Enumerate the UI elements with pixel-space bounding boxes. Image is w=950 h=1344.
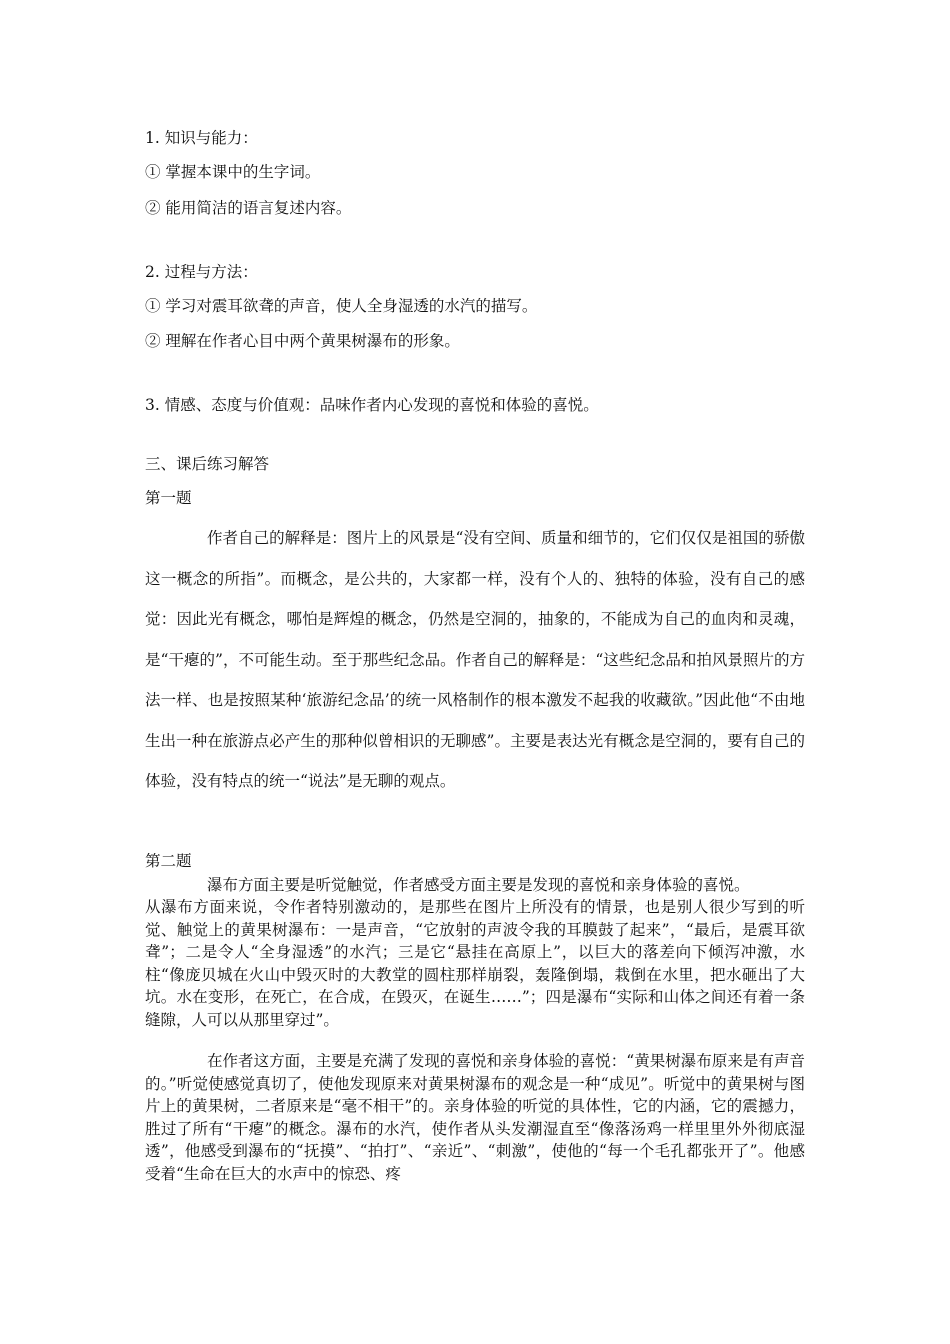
section1-item-2: ② 能用简洁的语言复述内容。 xyxy=(145,199,352,217)
question2-answer-part2: 在作者这方面，主要是充满了发现的喜悦和亲身体验的喜悦：“黄果树瀑布原来是有声音的。”听觉使感觉真切了，使他发现原来对黄果树瀑布的观念是一种“成见”。听觉中的黄果树与图片上的黄果树，二者原来是“毫不相干”的。亲身体验的听觉的具体性，它的内涵，它的震撼力，胜过了所有“干瘪”的概念。瀑布的水汽，使作者从头发潮湿直至“像落汤鸡一样里里外外彻底湿透”，他感受到瀑布的“抚摸”、“拍打”、“亲近”、“刺激”，使他的“每一个毛孔都张开了”。他感受着“生命在巨大的水声中的惊恐、疼 xyxy=(145,1052,805,1183)
question1-answer: 作者自己的解释是：图片上的风景是“没有空间、质量和细节的，它们仅仅是祖国的骄傲这一概念的所指”。而概念，是公共的，大家都一样，没有个人的、独特的体验，没有自己的感觉：因此光有概念，哪怕是辉煌的概念，仍然是空洞的，抽象的，不能成为自己的血肉和灵魂，是“干瘪的”，不可能生动。至于那些纪念品。作者自己的解释是：“这些纪念品和拍风景照片的方法一样、也是按照某种‘旅游纪念品’的统一风格制作的根本激发不起我的收藏欲。”因此他“不由地生出一种在旅游点必产生的那种似曾相识的无聊感”。主要是表达光有概念是空洞的，要有自己的体验，没有特点的统一“说法”是无聊的观点。 xyxy=(145,529,805,790)
part3-title: 三、课后练习解答 xyxy=(145,455,270,473)
section1-heading: 1. 知识与能力： xyxy=(145,129,258,147)
question2-lead: 瀑布方面主要是听觉触觉，作者感受方面主要是发现的喜悦和亲身体验的喜悦。 xyxy=(207,876,750,894)
section3-heading: 3. 情感、态度与价值观：品味作者内心发现的喜悦和体验的喜悦。 xyxy=(145,396,599,414)
question2-answer-part1: 从瀑布方面来说，令作者特别激动的，是那些在图片上所没有的情景，也是别人很少写到的听觉、触觉上的黄果树瀑布：一是声音，“它放射的声波令我的耳膜鼓了起来”，“最后，是震耳欲聋”；二是令人“全身湿透”的水汽；三是它“悬挂在高原上”，以巨大的落差向下倾泻冲激，水柱“像庞贝城在火山中毁灭时的大教堂的圆柱那样崩裂，轰隆倒塌，栽倒在水里，把水砸出了大坑。水在变形，在死亡，在合成，在毁灭，在诞生……”；四是瀑布“实际和山体之间还有着一条缝隙，人可以从那里穿过”。 xyxy=(145,898,805,1029)
question1-title: 第一题 xyxy=(145,489,192,507)
question2-title: 第二题 xyxy=(145,852,192,870)
section2-item-1: ① 学习对震耳欲聋的声音，使人全身湿透的水汽的描写。 xyxy=(145,297,538,315)
section2-item-2: ② 理解在作者心目中两个黄果树瀑布的形象。 xyxy=(145,332,460,350)
section1-item-1: ① 掌握本课中的生字词。 xyxy=(145,163,321,181)
section2-heading: 2. 过程与方法： xyxy=(145,263,258,281)
